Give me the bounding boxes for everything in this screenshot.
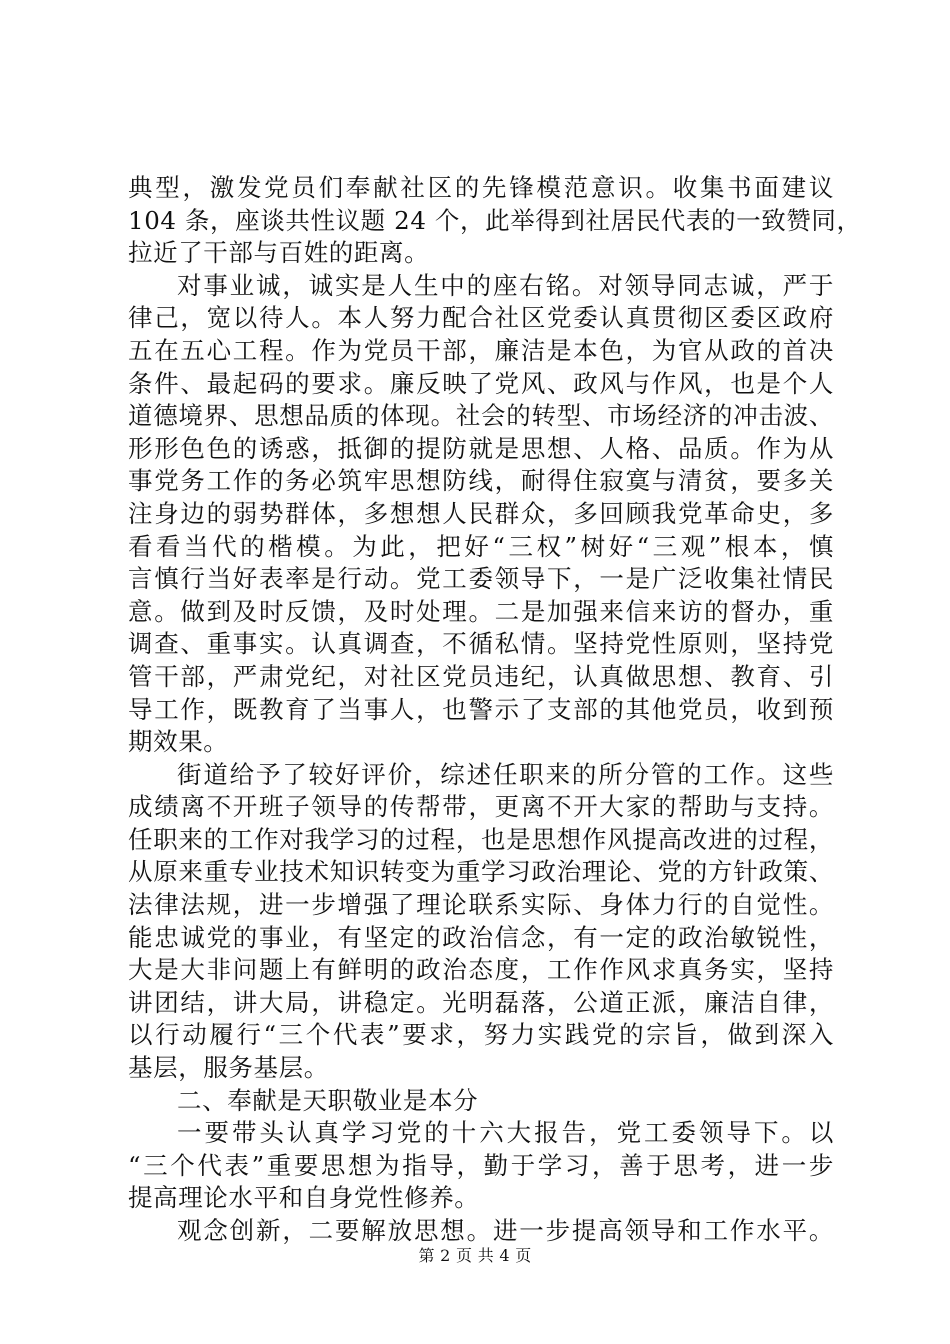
page-footer: 第 2 页 共 4 页 (418, 1246, 532, 1265)
text-line: 条件、最起码的要求。廉反映了党风、政风与作风，也是个人 (128, 368, 834, 398)
text-line: 街道给予了较好评价，综述任职来的所分管的工作。这些 (177, 759, 834, 789)
text-line: 五在五心工程。作为党员干部，廉洁是本色，为官从政的首决 (128, 335, 834, 365)
text-line: 形形色色的诱惑，抵御的提防就是思想、人格、品质。作为从 (128, 433, 834, 463)
text-line: 观念创新，二要解放思想。进一步提高领导和工作水平。 (177, 1216, 834, 1245)
text-line: 成绩离不开班子领导的传帮带，更离不开大家的帮助与支持。 (128, 792, 834, 822)
text-line: 意。做到及时反馈，及时处理。二是加强来信来访的督办，重 (128, 596, 834, 626)
text-line: 拉近了干部与百姓的距离。 (128, 238, 430, 268)
text-line: 104 条，座谈共性议题 24 个，此举得到社居民代表的一致赞同， (128, 205, 862, 235)
text-line: 看看当代的楷模。为此，把好“三权”树好“三观”根本，慎 (128, 531, 834, 561)
text-line: 能忠诚党的事业，有坚定的政治信念，有一定的政治敏锐性， (128, 922, 834, 952)
document-body (128, 172, 862, 1248)
text-line: 道德境界、思想品质的体现。社会的转型、市场经济的冲击波、 (128, 401, 834, 431)
text-line: 讲团结，讲大局，讲稳定。光明磊落，公道正派，廉洁自律， (128, 987, 834, 1017)
text-line: 一要带头认真学习党的十六大报告，党工委领导下。以 (177, 1118, 834, 1148)
text-line: 期效果。 (128, 727, 229, 757)
text-line: 事党务工作的务必筑牢思想防线，耐得住寂寞与清贫，要多关 (128, 466, 834, 496)
text-line: 言慎行当好表率是行动。党工委领导下，一是广泛收集社情民 (128, 564, 834, 594)
text-line: 导工作，既教育了当事人，也警示了支部的其他党员，收到预 (128, 694, 834, 724)
text-line: 法律法规，进一步增强了理论联系实际、身体力行的自觉性。 (128, 890, 834, 920)
text-line: 注身边的弱势群体，多想想人民群众，多回顾我党革命史，多 (128, 498, 834, 528)
text-line: 对事业诚，诚实是人生中的座右铭。对领导同志诚，严于 (177, 270, 834, 300)
text-line: “三个代表”重要思想为指导，勤于学习，善于思考，进一步 (128, 1150, 834, 1180)
text-line: 律己，宽以待人。本人努力配合社区党委认真贯彻区委区政府 (128, 303, 834, 333)
text-line: 二、奉献是天职敬业是本分 (177, 1085, 479, 1115)
text-line: 调查、重事实。认真调查，不循私情。坚持党性原则，坚持党 (128, 629, 834, 659)
text-line: 从原来重专业技术知识转变为重学习政治理论、党的方针政策、 (128, 857, 834, 887)
text-line: 基层，服务基层。 (128, 1053, 329, 1083)
text-line: 典型，激发党员们奉献社区的先锋模范意识。收集书面建议 (128, 173, 834, 202)
text-line: 管干部，严肃党纪，对社区党员违纪，认真做思想、教育、引 (128, 661, 834, 691)
text-line: 任职来的工作对我学习的过程，也是思想作风提高改进的过程， (128, 824, 834, 854)
text-line: 提高理论水平和自身党性修养。 (128, 1183, 480, 1213)
text-line: 大是大非问题上有鲜明的政治态度，工作作风求真务实，坚持 (128, 955, 834, 985)
text-line: 以行动履行“三个代表”要求，努力实践党的宗旨，做到深入 (128, 1020, 834, 1050)
